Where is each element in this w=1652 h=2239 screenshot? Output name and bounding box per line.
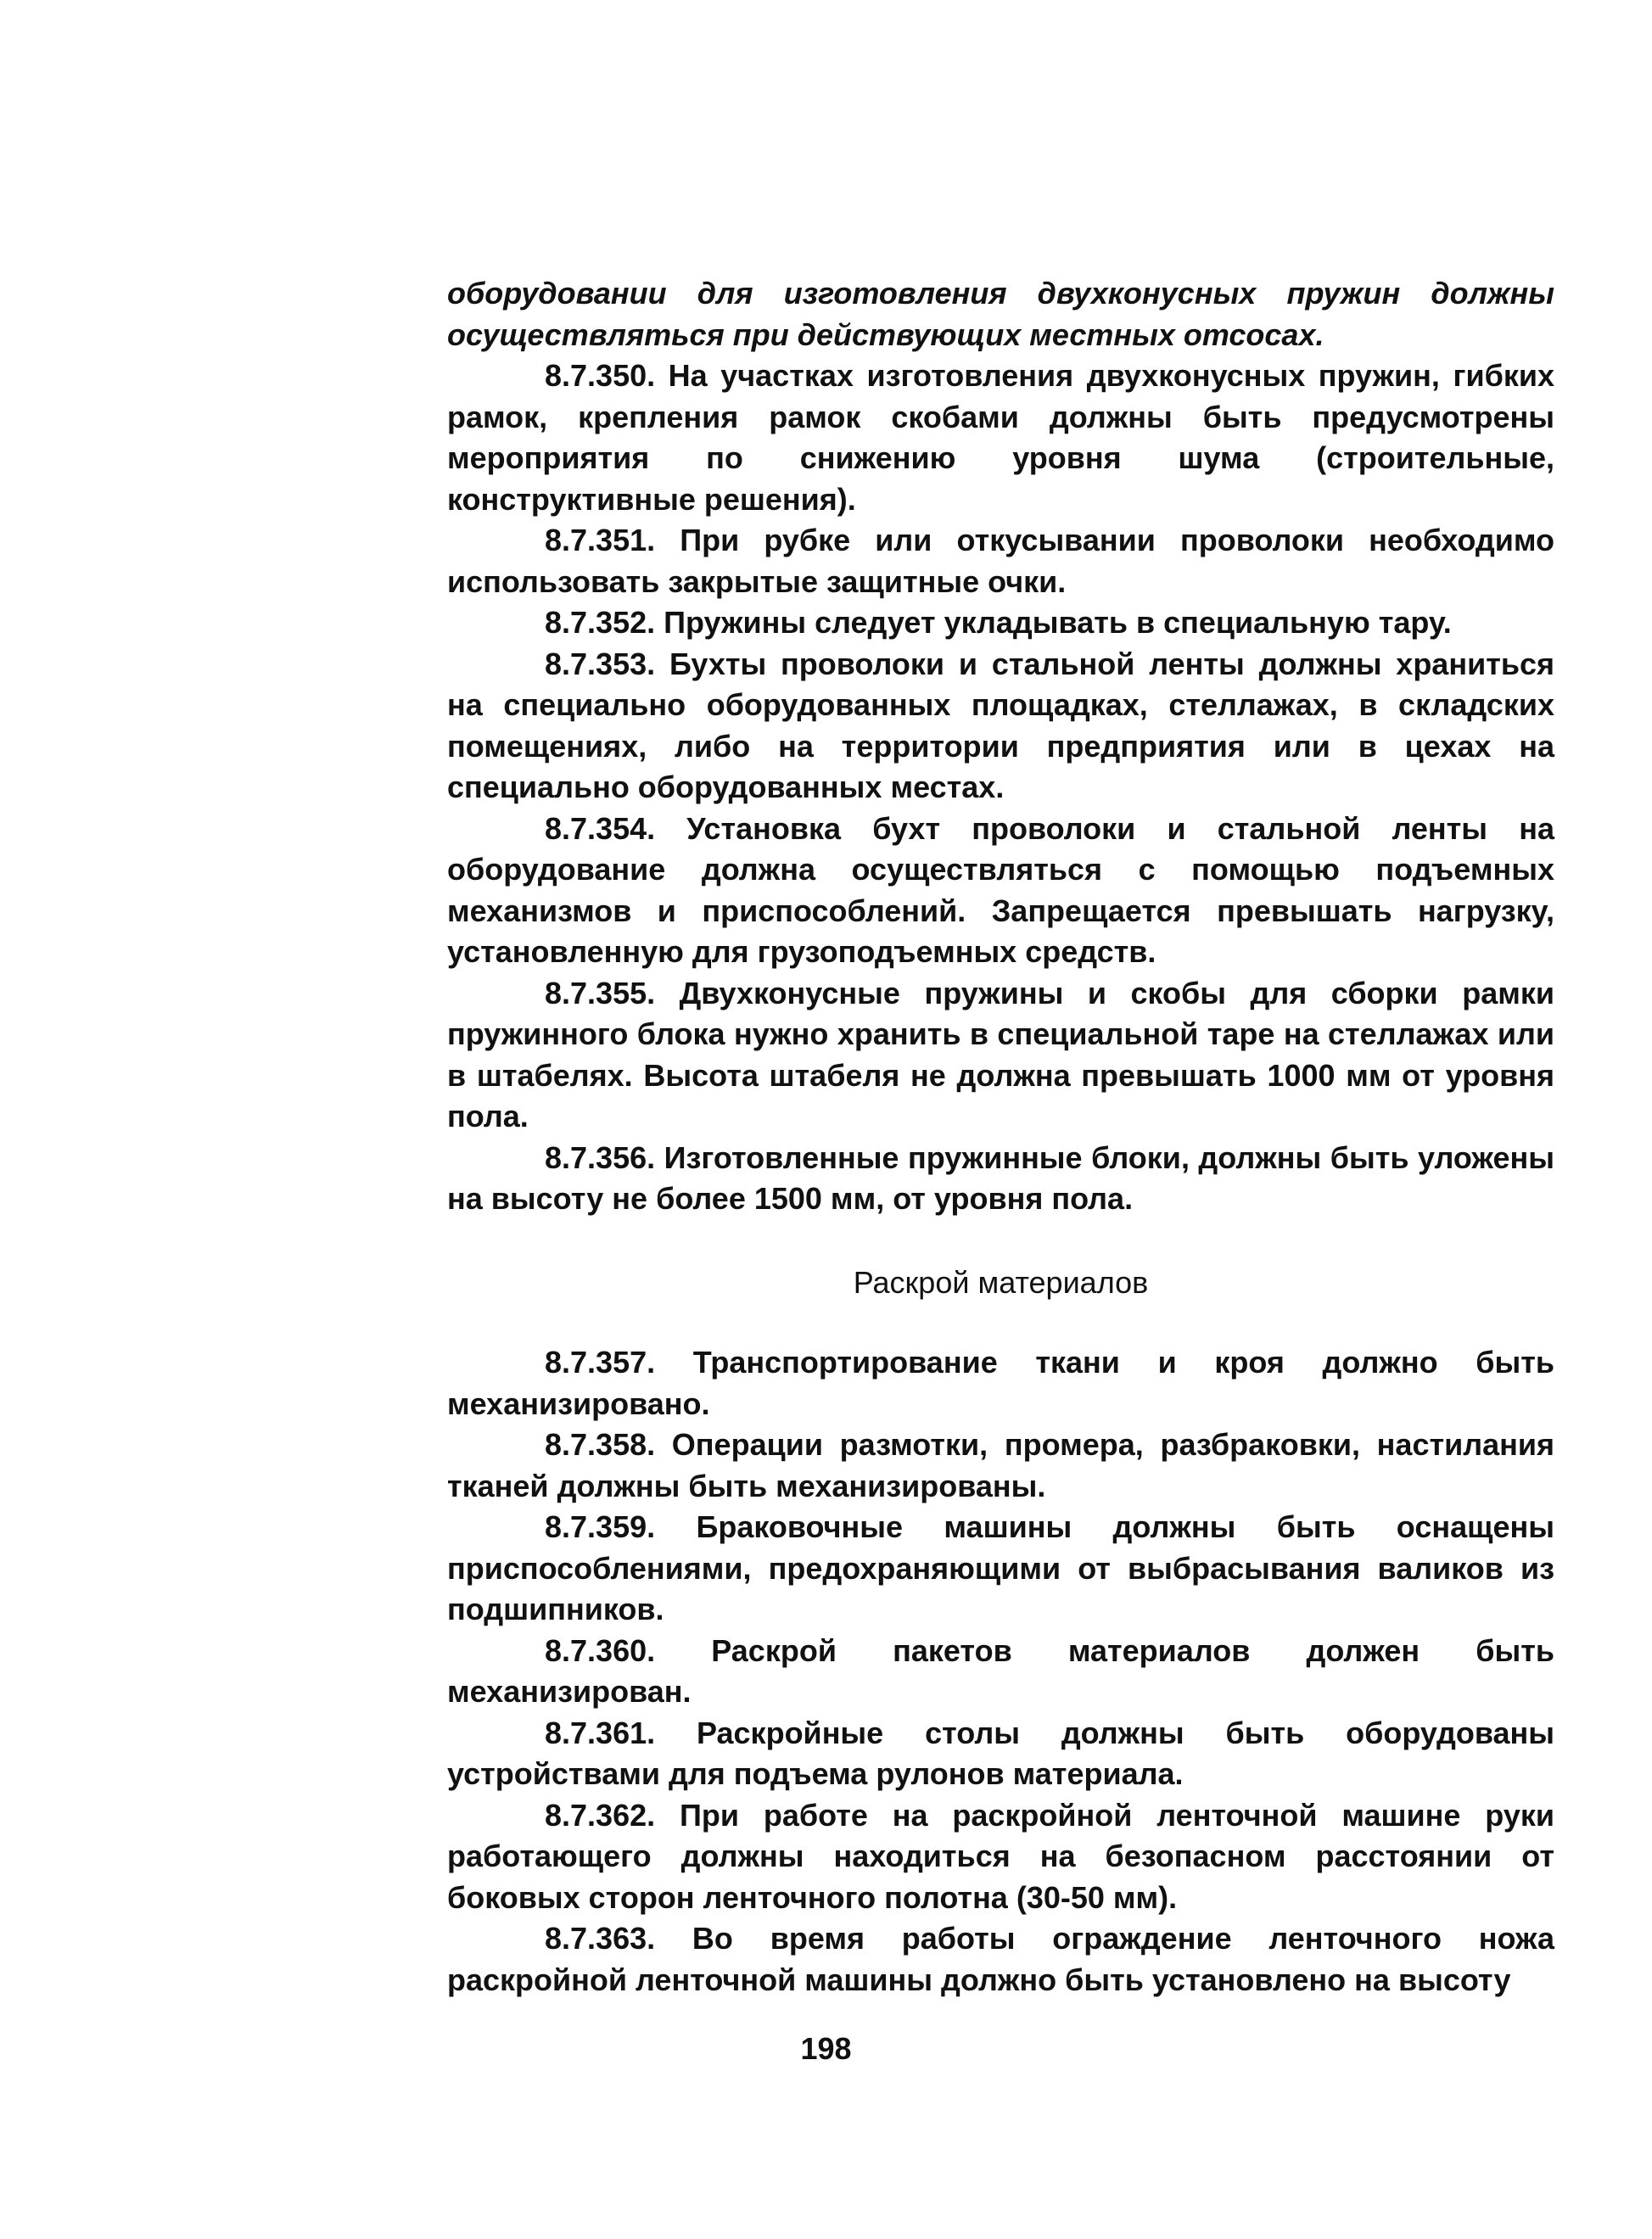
paragraph-continuation: оборудовании для изготовления двухконусных пружин должны осуществляться при действующих местных отсосах.	[447, 276, 1554, 352]
paragraph-8-7-354: 8.7.354. Установка бухт проволоки и стальной ленты на оборудование должна осуществляться с помощью подъемных механизмов и приспособлений. Запрещается превышать нагрузку, установленную для грузоподъемных средств.	[447, 810, 1554, 969]
paragraph-8-7-357: 8.7.357. Транспортирование ткани и кроя должно быть механизировано.	[447, 1345, 1554, 1421]
paragraph-8-7-350: 8.7.350. На участках изготовления двухконусных пружин, гибких рамок, крепления рамок скобами должны быть предусмотрены мероприятия по снижению уровня шума (строительные, конструктивные решения).	[447, 358, 1554, 517]
paragraph-8-7-352: 8.7.352. Пружины следует укладывать в специальную тару.	[545, 605, 1452, 640]
paragraph-8-7-356: 8.7.356. Изготовленные пружинные блоки, должны быть уложены на высоту не более 1500 мм, от уровня пола.	[447, 1139, 1554, 1216]
paragraph-8-7-358: 8.7.358. Операции размотки, промера, разбраковки, настилания тканей должны быть механизированы.	[447, 1427, 1554, 1503]
paragraph-8-7-353: 8.7.353. Бухты проволоки и стальной ленты должны храниться на специально оборудованных площадках, стеллажах, в складских помещениях, либо на территории предприятия или в цехах на специально оборудованных местах.	[447, 646, 1554, 804]
paragraph-8-7-362: 8.7.362. При работе на раскройной ленточной машине руки работающего должны находиться на безопасном расстоянии от боковых сторон ленточного полотна (30-50 мм).	[447, 1797, 1554, 1915]
paragraph-8-7-359: 8.7.359. Браковочные машины должны быть оснащены приспособлениями, предохраняющими от выбрасывания валиков из подшипников.	[447, 1509, 1554, 1626]
page-number: 198	[800, 2031, 852, 2066]
paragraph-8-7-363: 8.7.363. Во время работы ограждение ленточного ножа раскройной ленточной машины должно быть установлено на высоту	[447, 1921, 1554, 1997]
paragraph-8-7-355: 8.7.355. Двухконусные пружины и скобы для сборки рамки пружинного блока нужно хранить в специальной таре на стеллажах или в штабелях. Высота штабеля не должна превышать 1000 мм от уровня пола.	[447, 975, 1554, 1133]
section-heading: Раскрой материалов	[853, 1264, 1149, 1300]
paragraph-8-7-360: 8.7.360. Раскрой пакетов материалов должен быть механизирован.	[447, 1632, 1554, 1709]
document-body	[447, 273, 1554, 2001]
paragraph-8-7-361: 8.7.361. Раскройные столы должны быть оборудованы устройствами для подъема рулонов материала.	[447, 1715, 1554, 1791]
paragraph-8-7-351: 8.7.351. При рубке или откусывании проволоки необходимо использовать закрытые защитные очки.	[447, 523, 1554, 599]
